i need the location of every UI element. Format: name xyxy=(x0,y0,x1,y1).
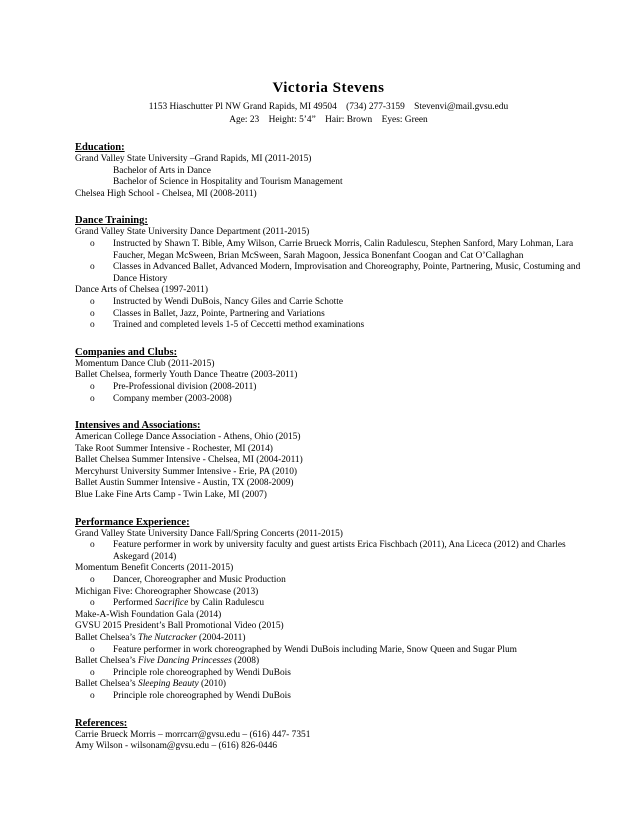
contact-line xyxy=(75,101,582,114)
phone: (734) 277-3159 xyxy=(346,102,405,112)
bullet-icon: o xyxy=(90,381,95,392)
stats-line xyxy=(75,114,582,127)
bullet-item: o Principle role choreographed by Wendi DuBois xyxy=(75,668,582,680)
list-item: Momentum Benefit Concerts (2011-2015) xyxy=(75,563,234,574)
bullet-item: o Company member (2003-2008) xyxy=(75,394,582,406)
list-item: GVSU 2015 President’s Ball Promotional Video (2015) xyxy=(75,621,284,632)
list-item: Grand Valley State University –Grand Rapids, MI (2011-2015) xyxy=(75,154,312,164)
bullet-icon: o xyxy=(90,296,95,307)
section-heading: Performance Experience: xyxy=(75,516,190,528)
list-item: Amy Wilson - wilsonam@gvsu.edu – (616) 826-0446 xyxy=(75,741,278,752)
address: 1153 Hiaschutter Pl NW Grand Rapids, MI 49504 xyxy=(148,102,337,112)
list-item: Momentum Dance Club (2011-2015) xyxy=(75,358,215,369)
bullet-item: o Instructed by Wendi DuBois, Nancy Giles and Carrie Schotte xyxy=(75,297,582,309)
bullet-icon: o xyxy=(90,598,95,609)
training-section xyxy=(75,214,582,331)
list-item: Make-A-Wish Foundation Gala (2014) xyxy=(75,609,222,620)
intensives-section xyxy=(75,419,582,502)
hair: Hair: Brown xyxy=(325,115,373,125)
bullet-item: o Performed Sacrifice by Calin Radulescu xyxy=(75,598,582,610)
bullet-icon: o xyxy=(90,667,95,678)
email: Stevenvi@mail.gvsu.edu xyxy=(414,102,509,112)
bullet-item: o Principle role choreographed by Wendi DuBois xyxy=(75,691,582,703)
list-item: Take Root Summer Intensive - Rochester, MI (2014) xyxy=(75,443,273,454)
bullet-item: o Trained and completed levels 1-5 of Ceccetti method examinations xyxy=(75,320,582,332)
bullet-item: o Dancer, Choreographer and Music Production xyxy=(75,575,582,587)
bullet-item: o Feature performer in work by university faculty and guest artists Erica Fischbach (2011), Ana Liceca (2012) and Charles Askegard (2014) xyxy=(75,540,582,563)
section-heading: Education: xyxy=(75,142,125,153)
list-item: Bachelor of Science in Hospitality and Tourism Management xyxy=(113,177,343,188)
education-section xyxy=(75,141,582,200)
bullet-item: o Pre-Professional division (2008-2011) xyxy=(75,382,582,394)
bullet-icon: o xyxy=(90,540,95,551)
bullet-icon: o xyxy=(90,320,95,331)
bullet-icon: o xyxy=(90,644,95,655)
resume-name: Victoria Stevens xyxy=(272,80,385,96)
list-item: Carrie Brueck Morris – morrcarr@gvsu.edu – (616) 447- 7351 xyxy=(75,729,311,740)
list-item: Ballet Chelsea’s The Nutcracker (2004-2011) xyxy=(75,633,246,643)
bullet-icon: o xyxy=(90,238,95,249)
bullet-icon: o xyxy=(90,393,95,404)
list-item: Ballet Austin Summer Intensive - Austin, TX (2008-2009) xyxy=(75,478,294,489)
list-item: Dance Arts of Chelsea (1997-2011) xyxy=(75,285,208,296)
eyes: Eyes: Green xyxy=(381,115,428,125)
list-item: Ballet Chelsea, formerly Youth Dance Theatre (2003-2011) xyxy=(75,370,298,381)
section-heading: References: xyxy=(75,717,128,729)
age: Age: 23 xyxy=(229,115,260,125)
list-item: Grand Valley State University Dance Department (2011-2015) xyxy=(75,227,310,238)
section-heading: Companies and Clubs: xyxy=(75,346,178,358)
bullet-icon: o xyxy=(90,575,95,586)
list-item: Michigan Five: Choreographer Showcase (2013) xyxy=(75,586,259,597)
list-item: Ballet Chelsea’s Sleeping Beauty (2010) xyxy=(75,679,227,690)
bullet-icon: o xyxy=(90,262,95,273)
list-item: Ballet Chelsea Summer Intensive - Chelsea, MI (2004-2011) xyxy=(75,455,303,466)
bullet-item: o Feature performer in work choreographed by Wendi DuBois including Marie, Snow Queen and Sugar Plum xyxy=(75,645,582,657)
bullet-icon: o xyxy=(90,308,95,319)
performance-section xyxy=(75,516,582,703)
list-item: Mercyhurst University Summer Intensive - Erie, PA (2010) xyxy=(75,466,298,477)
list-item: Chelsea High School - Chelsea, MI (2008-2011) xyxy=(75,188,257,199)
section-heading: Dance Training: xyxy=(75,215,148,227)
list-item: Ballet Chelsea’s Five Dancing Princesses (2008) xyxy=(75,656,260,667)
bullet-item: o Classes in Advanced Ballet, Advanced Modern, Improvisation and Choreography, Pointe, Partnering, Music, Costuming and Dance History xyxy=(75,262,582,285)
height: Height: 5’4” xyxy=(268,115,316,125)
section-heading: Intensives and Associations: xyxy=(75,420,201,432)
list-item: Blue Lake Fine Arts Camp - Twin Lake, MI (2007) xyxy=(75,490,267,501)
list-item: Grand Valley State University Dance Fall/Spring Concerts (2011-2015) xyxy=(75,528,343,539)
references-section xyxy=(75,717,582,753)
bullet-item: o Instructed by Shawn T. Bible, Amy Wilson, Carrie Brueck Morris, Calin Radulescu, Stephen Sanford, Mary Lohman, Lara Faucher, Megan McSween, Brian McSween, Sarah Magoon, Jessica Bonenfant Coogan and Cat O’Callaghan xyxy=(75,239,582,262)
list-item: Bachelor of Arts in Dance xyxy=(113,165,211,176)
bullet-item: o Classes in Ballet, Jazz, Pointe, Partnering and Variations xyxy=(75,309,582,321)
companies-section xyxy=(75,346,582,405)
bullet-icon: o xyxy=(90,690,95,701)
list-item: American College Dance Association - Athens, Ohio (2015) xyxy=(75,432,301,443)
